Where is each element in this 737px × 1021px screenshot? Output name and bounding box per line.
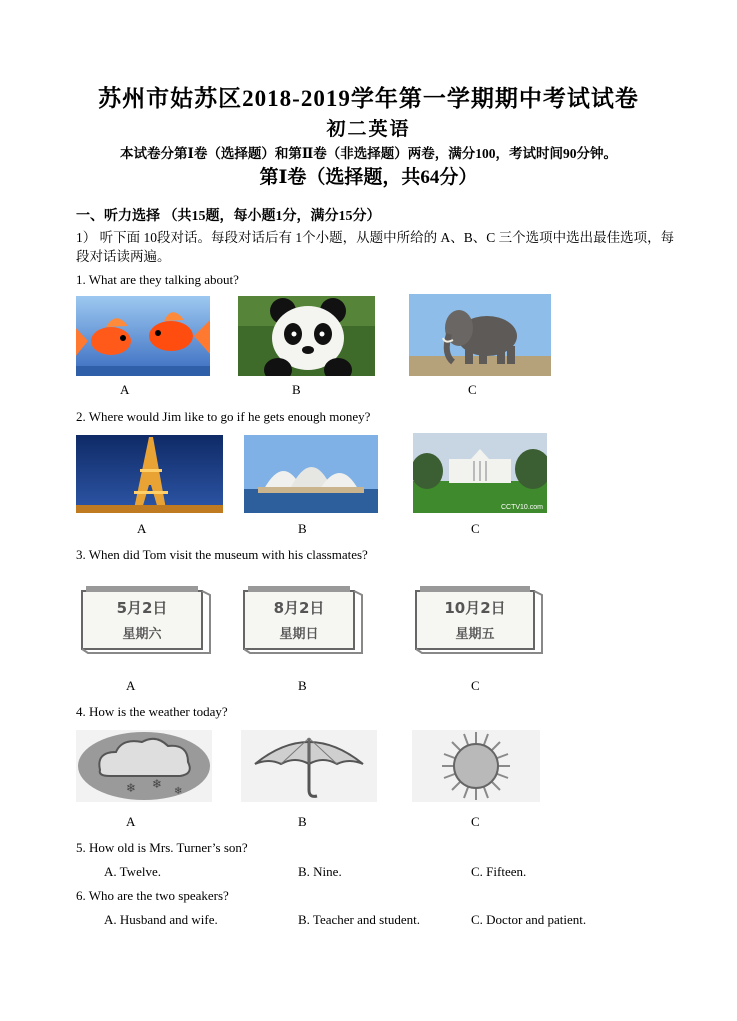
question-1: 1. What are they talking about?: [76, 272, 239, 287]
snow-cloud-icon: [76, 730, 212, 802]
option-label-b: B: [298, 678, 307, 693]
option-label-c: C: [471, 814, 480, 829]
calendar-weekday: 星期六: [122, 627, 162, 642]
section-instruction: 1） 听下面 10段对话。每段对话后有 1个小题，从题中所给的 A、B、C 三个选项中选出最佳选项，每段对话读两遍。: [76, 230, 675, 264]
option-label-a: A: [137, 521, 147, 536]
question-3: 3. When did Tom visit the museum with his classmates?: [76, 547, 368, 562]
panda-image: [238, 296, 375, 376]
exam-title: 苏州市姑苏区2018-2019学年第一学期期中考试试卷: [98, 86, 639, 111]
option-b: B. Teacher and student.: [298, 912, 420, 927]
option-label-c: C: [471, 678, 480, 693]
question-2: 2. Where would Jim like to go if he gets enough money?: [76, 409, 371, 424]
watermark-text: CCTV10.com: [500, 504, 543, 511]
calendar-date: 10月2日: [444, 599, 506, 617]
calendar-image: [238, 583, 378, 655]
option-a: A. Twelve.: [104, 864, 161, 879]
calendar-weekday: 星期日: [279, 627, 319, 642]
option-label-a: A: [126, 814, 136, 829]
volume-heading: 第Ⅰ卷（选择题，共64分）: [259, 167, 478, 188]
option-c: C. Doctor and patient.: [471, 912, 587, 927]
sun-icon: [412, 730, 540, 802]
calendar-image: [410, 583, 550, 655]
option-label-c: C: [468, 382, 477, 397]
option-b: B. Nine.: [298, 864, 342, 879]
option-label-b: B: [298, 814, 307, 829]
option-a: A. Husband and wife.: [104, 912, 218, 927]
question-6: 6. Who are the two speakers?: [76, 888, 229, 903]
svg-text:❄: ❄: [152, 777, 163, 791]
calendar-image: [76, 583, 216, 655]
svg-text:❄: ❄: [126, 781, 137, 795]
elephant-image: [409, 294, 551, 376]
option-label-a: A: [126, 678, 136, 693]
option-label-c: C: [471, 521, 480, 536]
eiffel-tower-image: [76, 435, 223, 513]
svg-text:❄: ❄: [174, 786, 183, 797]
option-label-b: B: [292, 382, 301, 397]
option-label-b: B: [298, 521, 307, 536]
goldfish-image: [76, 296, 210, 376]
calendar-date: 5月2日: [116, 599, 168, 617]
white-house-image: [413, 433, 547, 513]
exam-subtitle: 初二英语: [326, 119, 411, 140]
option-c: C. Fifteen.: [471, 864, 527, 879]
calendar-weekday: 星期五: [455, 627, 495, 642]
sydney-opera-house-image: [244, 435, 378, 513]
exam-note: 本试卷分第Ⅰ卷（选择题）和第Ⅱ卷（非选择题）两卷，满分100，考试时间90分钟。: [120, 146, 617, 161]
question-5: 5. How old is Mrs. Turner’s son?: [76, 840, 248, 855]
section-heading: 一、听力选择 （共15题，每小题1分，满分15分）: [76, 209, 381, 224]
calendar-date: 8月2日: [273, 599, 325, 617]
umbrella-icon: [241, 730, 377, 802]
option-label-a: A: [120, 382, 130, 397]
question-4: 4. How is the weather today?: [76, 704, 228, 719]
